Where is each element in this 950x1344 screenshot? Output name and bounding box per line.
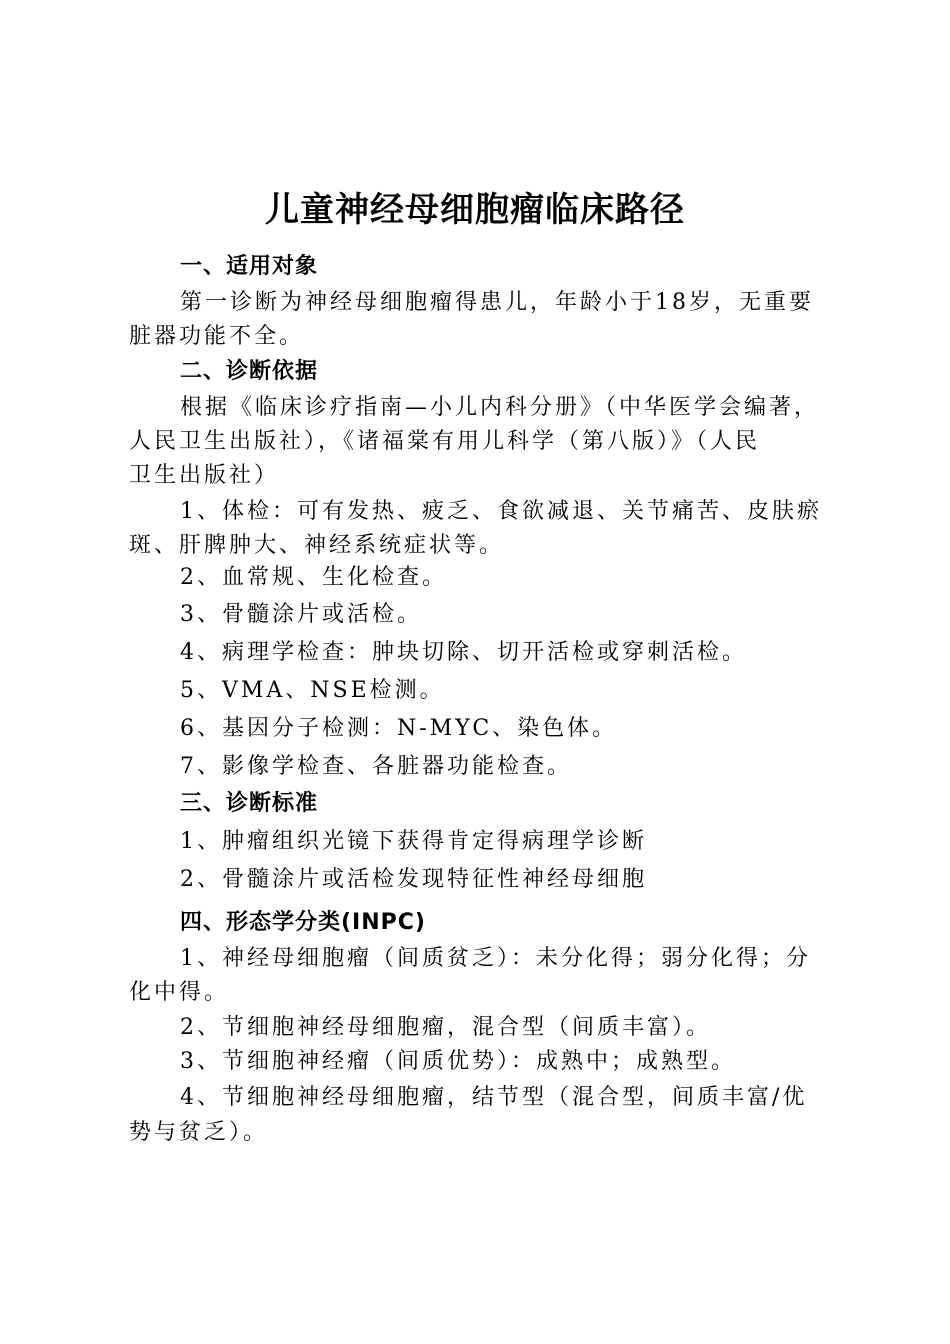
list-item: 2、血常规、生化检查。 bbox=[180, 565, 447, 590]
paragraph-line: 脏器功能不全。 bbox=[129, 324, 305, 349]
list-item: 1、体检：可有发热、疲乏、食欲减退、关节痛苦、皮肤瘀 bbox=[180, 499, 822, 524]
list-item: 5、VMA、NSE检测。 bbox=[180, 678, 445, 703]
section-heading-morphology: 四、形态学分类(INPC) bbox=[180, 910, 426, 935]
paragraph-line: 卫生出版社） bbox=[129, 463, 280, 488]
list-item: 1、神经母细胞瘤（间质贫乏）：未分化得；弱分化得；分 bbox=[180, 946, 811, 971]
paragraph-line: 第一诊断为神经母细胞瘤得患儿，年龄小于18岁，无重要 bbox=[180, 290, 814, 315]
section-heading-diagnosis-criteria: 三、诊断标准 bbox=[180, 791, 319, 816]
list-item: 3、节细胞神经瘤（间质优势）：成熟中；成熟型。 bbox=[180, 1049, 736, 1074]
list-item: 6、基因分子检测：N-MYC、染色体。 bbox=[180, 716, 618, 741]
list-item: 4、节细胞神经母细胞瘤，结节型（混合型，间质丰富/优 bbox=[180, 1085, 808, 1110]
list-item-continuation: 斑、肝脾肿大、神经系统症状等。 bbox=[129, 533, 505, 558]
paragraph-line: 根据《临床诊疗指南—小儿内科分册》（中华医学会编著， bbox=[180, 395, 820, 420]
section-heading-diagnosis-basis: 二、诊断依据 bbox=[180, 359, 319, 384]
list-item: 2、节细胞神经母细胞瘤，混合型（间质丰富）。 bbox=[180, 1015, 711, 1040]
list-item: 4、病理学检查：肿块切除、切开活检或穿刺活检。 bbox=[180, 640, 747, 665]
document-title: 儿童神经母细胞瘤临床路径 bbox=[265, 190, 685, 230]
list-item: 1、肿瘤组织光镜下获得肯定得病理学诊断 bbox=[180, 829, 647, 854]
list-item: 7、影像学检查、各脏器功能检查。 bbox=[180, 754, 572, 779]
paragraph-line: 人民卫生出版社），《诸福棠有用儿科学（第八版）》（人民 bbox=[129, 429, 761, 454]
list-item: 3、骨髓涂片或活检。 bbox=[180, 602, 422, 627]
section-heading-scope: 一、适用对象 bbox=[180, 254, 319, 279]
list-item-continuation: 势与贫乏）。 bbox=[129, 1120, 269, 1145]
list-item-continuation: 化中得。 bbox=[129, 980, 230, 1005]
list-item: 2、骨髓涂片或活检发现特征性神经母细胞 bbox=[180, 867, 647, 892]
